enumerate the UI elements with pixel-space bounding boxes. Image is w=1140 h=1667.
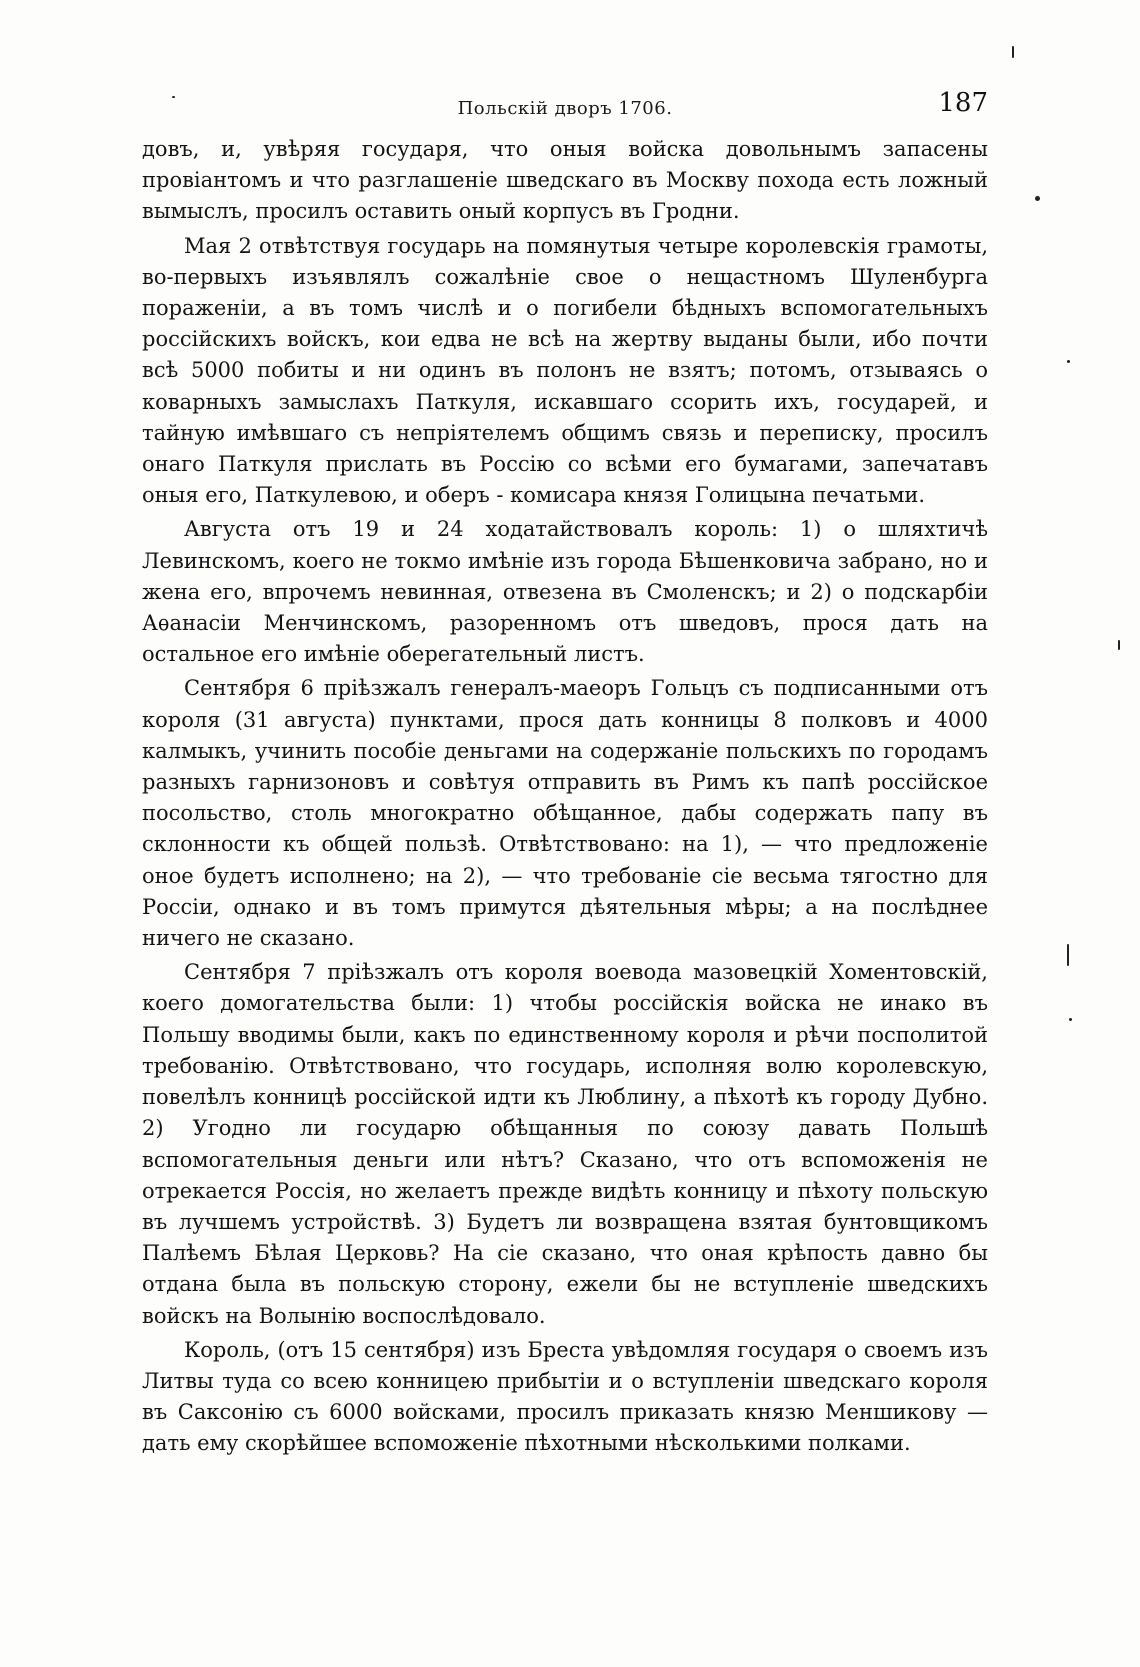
paragraph: Сентября 6 пріѣзжалъ генералъ-маеоръ Гольцъ съ подписанными отъ короля (31 августа) пунктами, прося дать конницы 8 полковъ и 4000 калмыкъ, учинить пособіе деньгами на содержаніе польскихъ по городамъ разныхъ гарнизоновъ и совѣтуя отправить въ Римъ къ папѣ россійское посольство, столь многократно обѣщанное, дабы содержать папу въ склонности къ общей пользѣ. Отвѣтствовано: на 1), — что предложеніе оное будетъ исполнено; на 2), — что требованіе сіе весьма тягостно для Россіи, однако и въ томъ примутся дѣятельныя мѣры; а на послѣднее ничего не сказано. bbox=[142, 676, 988, 951]
body-text bbox=[142, 134, 988, 1463]
scan-speck bbox=[1118, 640, 1120, 650]
running-title: Польскій дворъ 1706. bbox=[457, 98, 673, 119]
scan-speck bbox=[1012, 46, 1014, 58]
scan-speck bbox=[1035, 196, 1040, 201]
paragraph: Сентября 7 пріѣзжалъ отъ короля воевода мазовецкій Хоментовскій, коего домогательства были: 1) чтобы россійскія войска не инако въ Польшу вводимы были, какъ по единственному короля и рѣчи посполитой требованію. Отвѣтствовано, что государь, исполняя волю королевскую, повелѣлъ конницѣ россійской идти къ Люблину, а пѣхотѣ къ городу Дубно. 2) Угодно ли государю обѣщанныя по союзу давать Польшѣ вспомогательныя деньги или нѣтъ? Сказано, что отъ вспоможенія не отрекается Россія, но желаетъ прежде видѣть конницу и пѣхоту польскую въ лучшемъ устройствѣ. 3) Будетъ ли возвращена взятая бунтовщикомъ Палѣемъ Бѣлая Церковь? На сіе сказано, что оная крѣпость давно бы отдана была въ польскую сторону, ежели бы не вступленіе шведскихъ войскъ на Волынію воспослѣдовало. bbox=[142, 960, 988, 1328]
scan-speck bbox=[1067, 360, 1070, 363]
paragraph: Августа отъ 19 и 24 ходатайствовалъ король: 1) о шляхтичѣ Левинскомъ, коего не токмо имѣніе изъ города Бѣшенковича забрано, но и жена его, впрочемъ невинная, отвезена въ Смоленскъ; и 2) о подскарбіи Аѳанасіи Менчинскомъ, разоренномъ отъ шведовъ, прося дать на остальное его имѣніе оберегательный листъ. bbox=[142, 517, 988, 667]
page-header bbox=[142, 88, 988, 128]
paragraph: Мая 2 отвѣтствуя государь на помянутыя четыре королевскія грамоты, во-первыхъ изъявлялъ сожалѣніе свое о нещастномъ Шуленбурга пораженіи, а въ томъ числѣ и о погибели бѣдныхъ вспомогательныхъ россійскихъ войскъ, кои едва не всѣ на жертву выданы были, ибо почти всѣ 5000 побиты и ни одинъ въ полонъ не взятъ; потомъ, отзываясь о коварныхъ замыслахъ Паткуля, искавшаго ссорить ихъ, государей, и тайную имѣвшаго съ непріятелемъ общимъ связь и переписку, просилъ онаго Паткуля прислать въ Россію со всѣми его бумагами, запечатавъ оныя его, Паткулевою, и оберъ - комисара князя Голицына печатьми. bbox=[142, 233, 988, 508]
scan-speck bbox=[1067, 944, 1069, 966]
paragraph: Король, (отъ 15 сентября) изъ Бреста увѣдомляя государя о своемъ изъ Литвы туда со всею конницею прибытіи и о вступленіи шведскаго короля въ Саксонію съ 6000 войсками, просилъ приказать князю Меншикову — дать ему скорѣйшее вспоможеніе пѣхотными нѣсколькими полками. bbox=[142, 1337, 988, 1456]
paragraph-continuation: довъ, и, увѣряя государя, что оныя войска довольнымъ запасены провіантомъ и что разглашеніе шведскаго въ Москву похода есть ложный вымыслъ, просилъ оставить оный корпусъ въ Гродни. bbox=[142, 137, 988, 224]
page-number: 187 bbox=[938, 88, 988, 118]
scan-speck bbox=[1069, 1018, 1072, 1021]
